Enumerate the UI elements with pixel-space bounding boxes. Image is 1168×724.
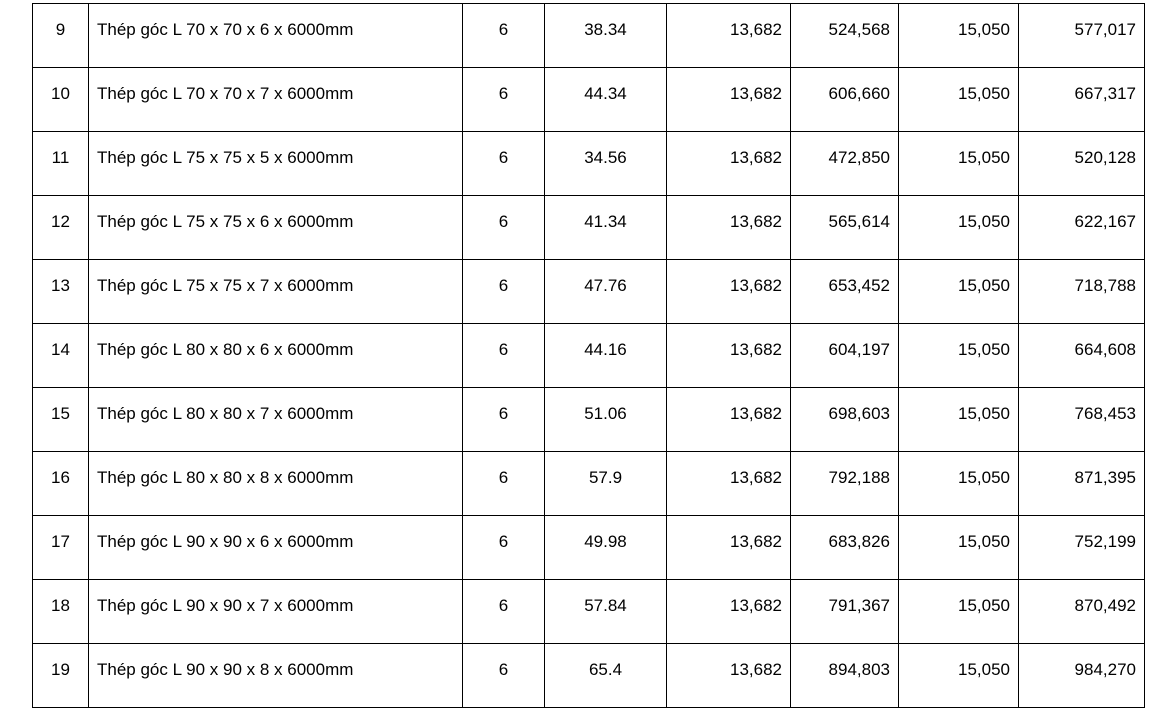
weight-cell: 51.06 — [545, 388, 667, 452]
length-cell: 6 — [463, 580, 545, 644]
length-cell: 6 — [463, 452, 545, 516]
amount-vat-cell: 622,167 — [1019, 196, 1145, 260]
table-row — [33, 580, 1145, 644]
product-name-cell: Thép góc L 80 x 80 x 7 x 6000mm — [89, 388, 463, 452]
row-number-cell: 15 — [33, 388, 89, 452]
unit-price-cell: 13,682 — [667, 68, 791, 132]
weight-cell: 57.84 — [545, 580, 667, 644]
amount-cell: 653,452 — [791, 260, 899, 324]
amount-vat-cell: 984,270 — [1019, 644, 1145, 708]
amount-vat-cell: 768,453 — [1019, 388, 1145, 452]
unit-price-cell: 13,682 — [667, 516, 791, 580]
unit-price-cell: 13,682 — [667, 388, 791, 452]
unit-price-cell: 13,682 — [667, 132, 791, 196]
row-number-cell: 17 — [33, 516, 89, 580]
length-cell: 6 — [463, 388, 545, 452]
row-number-cell: 14 — [33, 324, 89, 388]
unit-price-cell: 13,682 — [667, 324, 791, 388]
row-number-cell: 11 — [33, 132, 89, 196]
length-cell: 6 — [463, 516, 545, 580]
table-row — [33, 132, 1145, 196]
unit-price-cell: 13,682 — [667, 644, 791, 708]
table-body — [33, 4, 1145, 708]
product-name-cell: Thép góc L 90 x 90 x 7 x 6000mm — [89, 580, 463, 644]
unit-price-vat-cell: 15,050 — [899, 516, 1019, 580]
amount-cell: 472,850 — [791, 132, 899, 196]
amount-vat-cell: 718,788 — [1019, 260, 1145, 324]
product-name-cell: Thép góc L 75 x 75 x 6 x 6000mm — [89, 196, 463, 260]
product-name-cell: Thép góc L 80 x 80 x 8 x 6000mm — [89, 452, 463, 516]
length-cell: 6 — [463, 644, 545, 708]
amount-cell: 698,603 — [791, 388, 899, 452]
amount-cell: 683,826 — [791, 516, 899, 580]
length-cell: 6 — [463, 132, 545, 196]
amount-vat-cell: 667,317 — [1019, 68, 1145, 132]
length-cell: 6 — [463, 4, 545, 68]
product-name-cell: Thép góc L 90 x 90 x 6 x 6000mm — [89, 516, 463, 580]
unit-price-vat-cell: 15,050 — [899, 260, 1019, 324]
product-name-cell: Thép góc L 75 x 75 x 5 x 6000mm — [89, 132, 463, 196]
unit-price-vat-cell: 15,050 — [899, 644, 1019, 708]
unit-price-cell: 13,682 — [667, 4, 791, 68]
table-row — [33, 196, 1145, 260]
length-cell: 6 — [463, 196, 545, 260]
amount-cell: 565,614 — [791, 196, 899, 260]
amount-cell: 604,197 — [791, 324, 899, 388]
unit-price-cell: 13,682 — [667, 452, 791, 516]
row-number-cell: 18 — [33, 580, 89, 644]
amount-vat-cell: 664,608 — [1019, 324, 1145, 388]
steel-price-table — [32, 3, 1145, 708]
weight-cell: 49.98 — [545, 516, 667, 580]
length-cell: 6 — [463, 260, 545, 324]
length-cell: 6 — [463, 68, 545, 132]
row-number-cell: 9 — [33, 4, 89, 68]
weight-cell: 34.56 — [545, 132, 667, 196]
amount-vat-cell: 871,395 — [1019, 452, 1145, 516]
unit-price-cell: 13,682 — [667, 196, 791, 260]
unit-price-vat-cell: 15,050 — [899, 580, 1019, 644]
weight-cell: 44.16 — [545, 324, 667, 388]
unit-price-vat-cell: 15,050 — [899, 388, 1019, 452]
weight-cell: 57.9 — [545, 452, 667, 516]
amount-vat-cell: 752,199 — [1019, 516, 1145, 580]
weight-cell: 38.34 — [545, 4, 667, 68]
unit-price-vat-cell: 15,050 — [899, 4, 1019, 68]
table-row — [33, 68, 1145, 132]
table-row — [33, 516, 1145, 580]
unit-price-cell: 13,682 — [667, 580, 791, 644]
table-row — [33, 452, 1145, 516]
row-number-cell: 13 — [33, 260, 89, 324]
weight-cell: 41.34 — [545, 196, 667, 260]
amount-vat-cell: 520,128 — [1019, 132, 1145, 196]
table-row — [33, 388, 1145, 452]
unit-price-vat-cell: 15,050 — [899, 324, 1019, 388]
row-number-cell: 16 — [33, 452, 89, 516]
table-row — [33, 644, 1145, 708]
row-number-cell: 19 — [33, 644, 89, 708]
row-number-cell: 10 — [33, 68, 89, 132]
unit-price-vat-cell: 15,050 — [899, 132, 1019, 196]
unit-price-vat-cell: 15,050 — [899, 68, 1019, 132]
amount-vat-cell: 870,492 — [1019, 580, 1145, 644]
product-name-cell: Thép góc L 70 x 70 x 7 x 6000mm — [89, 68, 463, 132]
weight-cell: 47.76 — [545, 260, 667, 324]
amount-vat-cell: 577,017 — [1019, 4, 1145, 68]
unit-price-vat-cell: 15,050 — [899, 196, 1019, 260]
table-row — [33, 324, 1145, 388]
row-number-cell: 12 — [33, 196, 89, 260]
amount-cell: 792,188 — [791, 452, 899, 516]
product-name-cell: Thép góc L 90 x 90 x 8 x 6000mm — [89, 644, 463, 708]
amount-cell: 524,568 — [791, 4, 899, 68]
amount-cell: 791,367 — [791, 580, 899, 644]
product-name-cell: Thép góc L 80 x 80 x 6 x 6000mm — [89, 324, 463, 388]
product-name-cell: Thép góc L 75 x 75 x 7 x 6000mm — [89, 260, 463, 324]
unit-price-cell: 13,682 — [667, 260, 791, 324]
unit-price-vat-cell: 15,050 — [899, 452, 1019, 516]
product-name-cell: Thép góc L 70 x 70 x 6 x 6000mm — [89, 4, 463, 68]
amount-cell: 894,803 — [791, 644, 899, 708]
length-cell: 6 — [463, 324, 545, 388]
table-row — [33, 4, 1145, 68]
weight-cell: 44.34 — [545, 68, 667, 132]
weight-cell: 65.4 — [545, 644, 667, 708]
amount-cell: 606,660 — [791, 68, 899, 132]
table-row — [33, 260, 1145, 324]
